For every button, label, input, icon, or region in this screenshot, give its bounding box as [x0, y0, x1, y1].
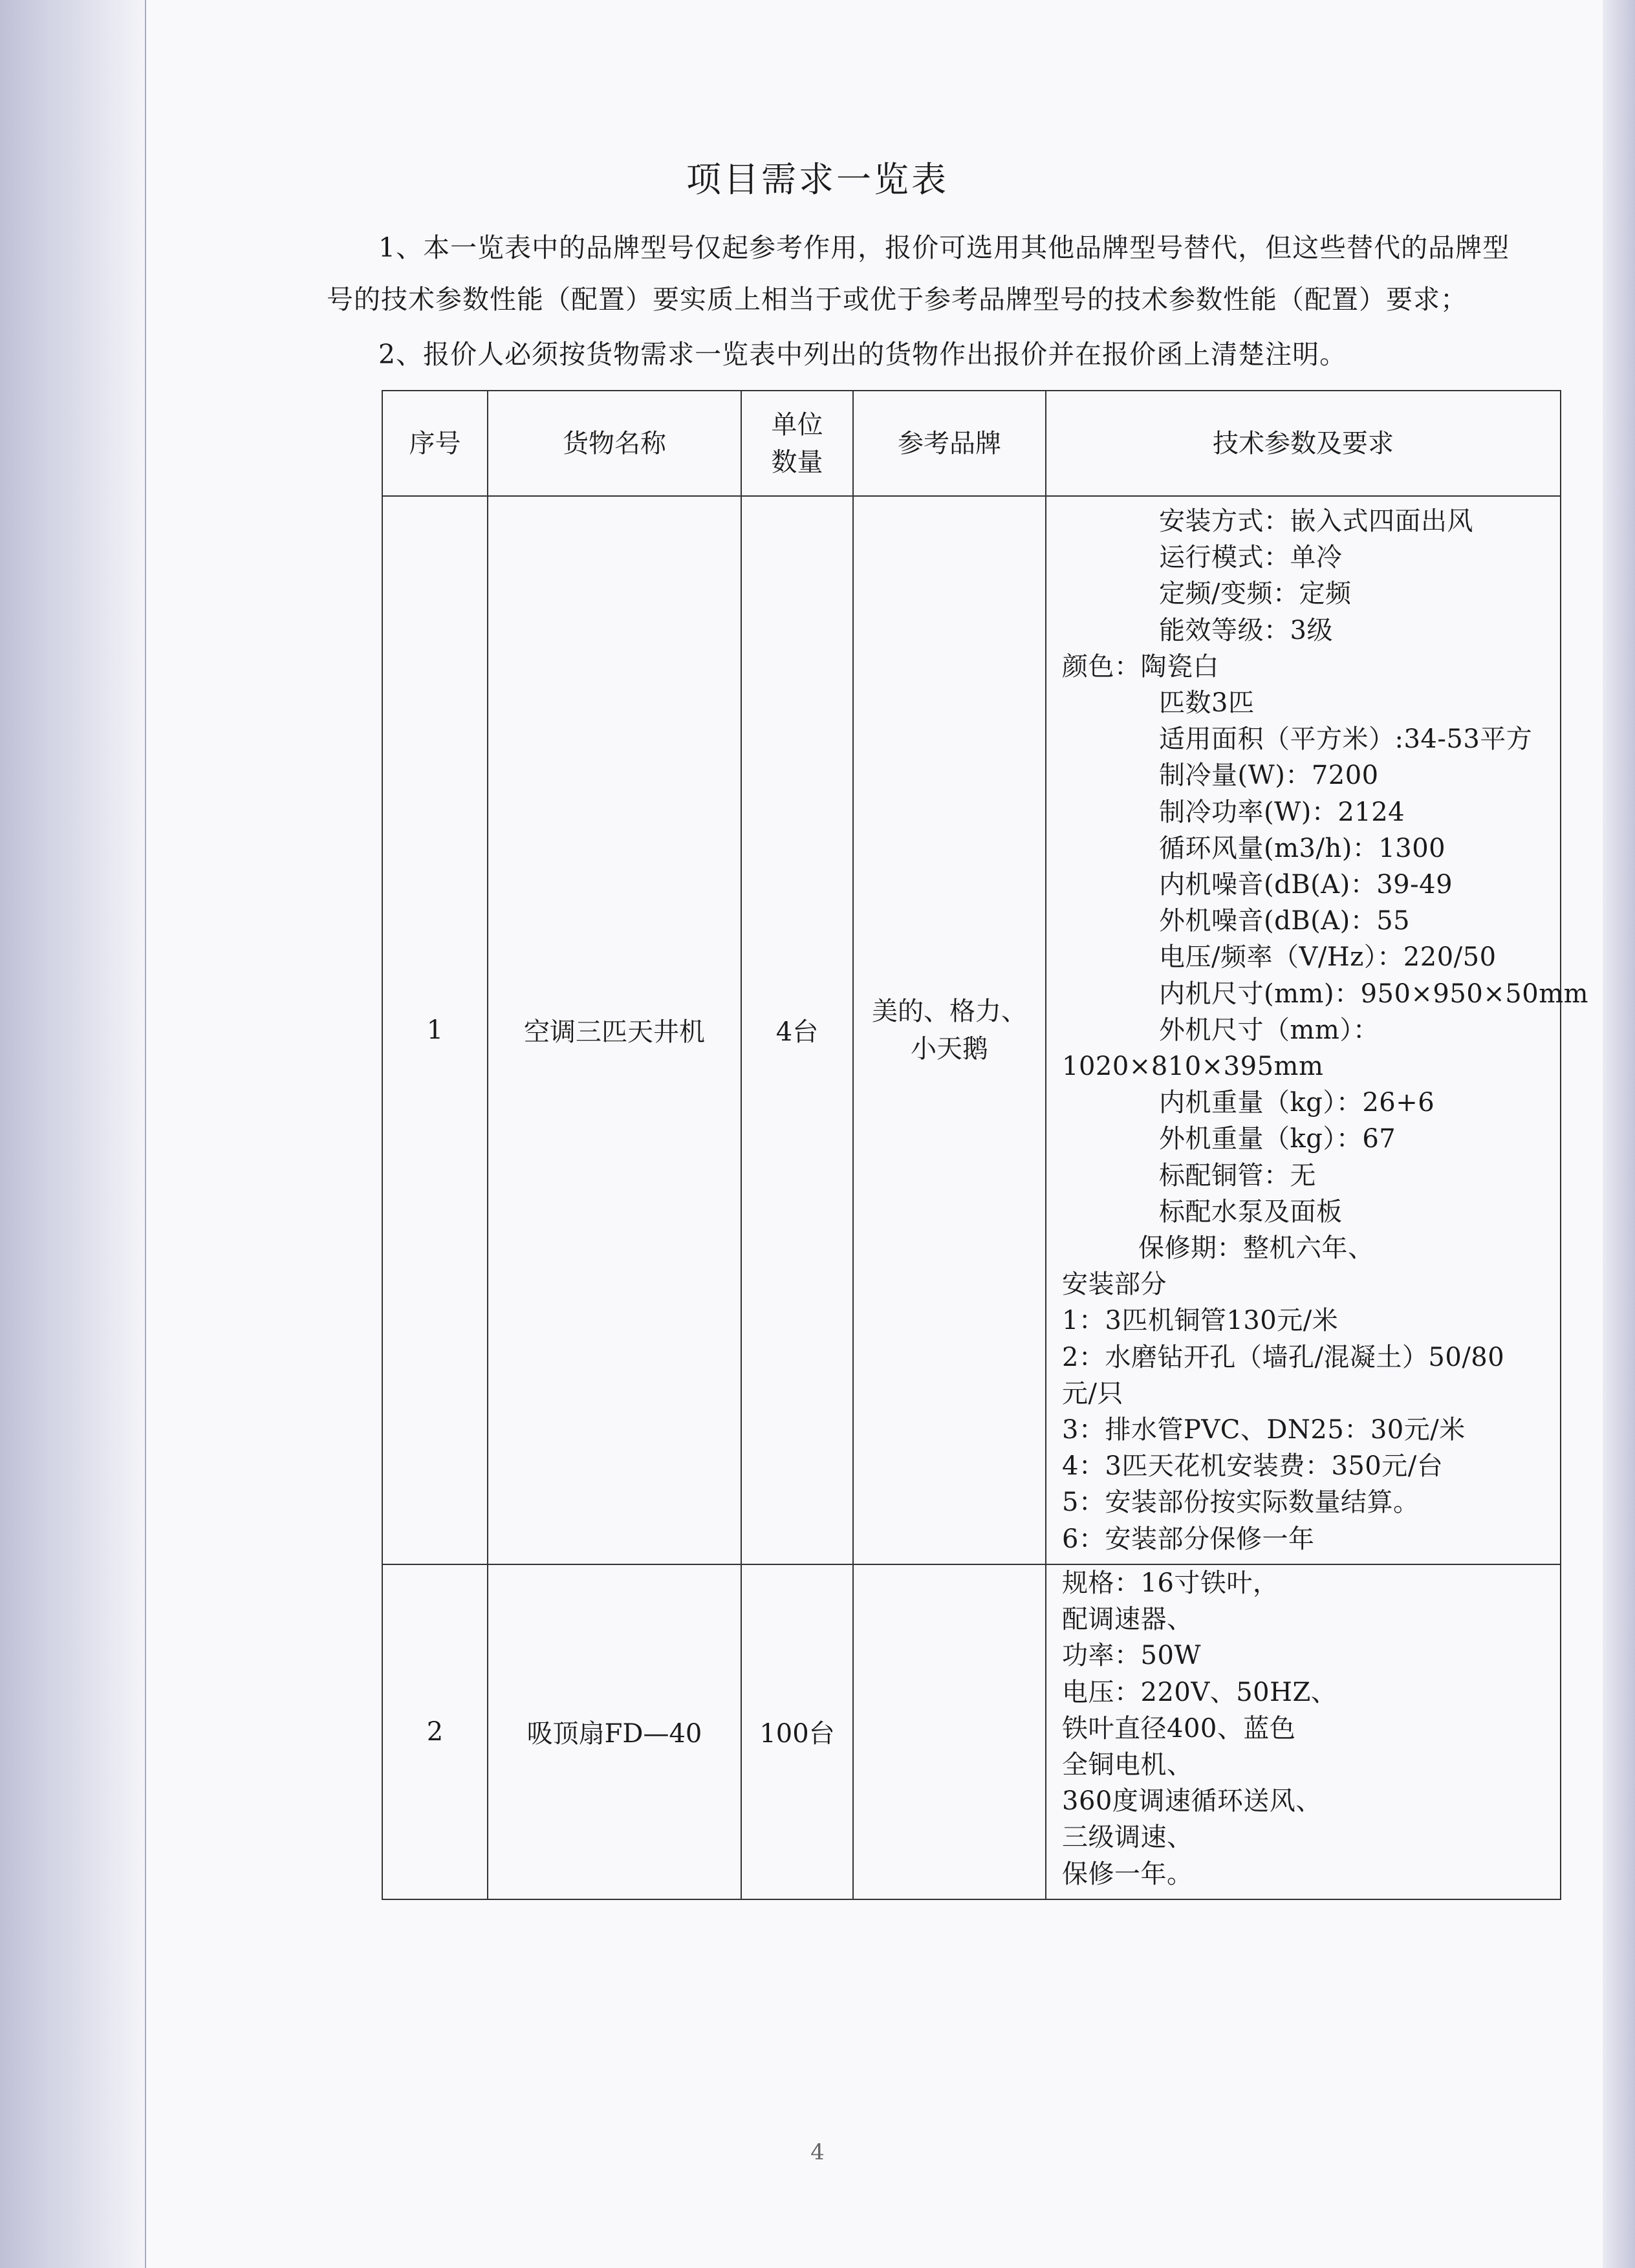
spec-line: 1：3匹机铜管130元/米: [1062, 1306, 1339, 1336]
row-2-brand: [853, 1564, 1046, 1899]
spec-line: 三级调速、: [1062, 1822, 1193, 1853]
spec-line: 1020×810×395mm: [1062, 1052, 1324, 1082]
spec-line: 内机噪音(dB(A)：39-49: [1159, 870, 1453, 900]
spec-line: 保修期：整机六年、: [1138, 1233, 1374, 1264]
header-qty-line-1: 单位: [771, 409, 823, 440]
spec-line: 安装部分: [1062, 1269, 1167, 1300]
spec-line: 360度调速循环送风、: [1062, 1786, 1322, 1817]
header-spec: 技术参数及要求: [1046, 391, 1561, 496]
spec-line: 定频/变频：定频: [1159, 579, 1352, 609]
spec-line: 匹数3匹: [1159, 688, 1255, 718]
row-1-num: 1: [382, 496, 488, 1564]
spec-line: 制冷功率(W)：2124: [1159, 797, 1405, 827]
table-row: [382, 496, 1561, 1564]
requirements-table: [382, 390, 1589, 1900]
spec-line: 功率：50W: [1062, 1641, 1202, 1671]
row-1-brand: [853, 496, 1046, 1564]
table-row: [382, 1564, 1561, 1899]
note-2: 2、报价人必须按货物需求一览表中列出的货物作出报价并在报价函上清楚注明。: [378, 339, 1347, 370]
spec-line: 颜色：陶瓷白: [1062, 651, 1219, 682]
spec-line: 制冷量(W)：7200: [1159, 761, 1379, 791]
spec-line: 5：安装部份按实际数量结算。: [1062, 1487, 1420, 1518]
spec-line: 4：3匹天花机安装费：350元/台: [1062, 1451, 1444, 1482]
spec-line: 3：排水管PVC、DN25：30元/米: [1062, 1415, 1466, 1445]
header-num: 序号: [382, 391, 488, 496]
header-qty-line-2: 数量: [771, 447, 823, 477]
spec-line: 配调速器、: [1062, 1604, 1193, 1635]
scan-shadow-left: [0, 0, 146, 2268]
row-1-brand-line-2: 小天鹅: [911, 1033, 988, 1064]
header-name: 货物名称: [488, 391, 741, 496]
row-2-spec: [1046, 1564, 1561, 1899]
spec-line: 6：安装部分保修一年: [1062, 1524, 1315, 1554]
row-2-num: 2: [382, 1564, 488, 1899]
row-2-qty: 100台: [741, 1564, 853, 1899]
row-1-brand-line-1: 美的、格力、: [872, 996, 1027, 1026]
spec-line: 能效等级：3级: [1159, 615, 1333, 645]
spec-line: 全铜电机、: [1062, 1749, 1193, 1780]
header-qty: [741, 391, 853, 496]
spec-line: 适用面积（平方米）:34-53平方: [1159, 724, 1533, 755]
row-1-spec: [1046, 496, 1589, 1564]
page-number: 4: [810, 2139, 825, 2165]
spec-line: 安装方式：嵌入式四面出风: [1159, 506, 1473, 536]
spec-line: 循环风量(m3/h)：1300: [1159, 833, 1446, 863]
scan-shadow-right: [1603, 0, 1635, 2268]
spec-line: 2：水磨钻开孔（墙孔/混凝土）50/80: [1062, 1342, 1505, 1372]
row-1-name: 空调三匹天井机: [488, 496, 741, 1564]
spec-line: 电压：220V、50HZ、: [1062, 1677, 1337, 1707]
spec-line: 外机重量（kg）：67: [1159, 1124, 1396, 1154]
spec-line: 外机尺寸（mm）：: [1159, 1015, 1380, 1045]
row-1-qty: 4台: [741, 496, 853, 1564]
spec-line: 运行模式：单冷: [1159, 543, 1343, 573]
note-1-line-2: 号的技术参数性能（配置）要实质上相当于或优于参考品牌型号的技术参数性能（配置）要求；: [327, 284, 1467, 315]
row-2-name: 吸顶扇FD—40: [488, 1564, 741, 1899]
page-fold-line: [145, 0, 146, 2268]
note-1-line-1: 1、本一览表中的品牌型号仅起参考作用，报价可选用其他品牌型号替代，但这些替代的品牌型: [378, 232, 1510, 263]
table-header-row: [382, 391, 1561, 496]
spec-line: 元/只: [1062, 1378, 1123, 1409]
spec-line: 铁叶直径400、蓝色: [1062, 1713, 1296, 1744]
spec-line: 保修一年。: [1062, 1859, 1193, 1889]
header-brand: 参考品牌: [853, 391, 1046, 496]
spec-line: 标配水泵及面板: [1159, 1196, 1343, 1227]
spec-line: 内机重量（kg）：26+6: [1159, 1088, 1435, 1118]
spec-line: 标配铜管：无: [1159, 1160, 1316, 1191]
spec-line: 电压/频率（V/Hz）：220/50: [1159, 942, 1497, 973]
spec-line: 外机噪音(dB(A)：55: [1159, 906, 1411, 936]
document-title: 项目需求一览表: [686, 159, 949, 200]
spec-line: 内机尺寸(mm)：950×950×50mm: [1159, 978, 1589, 1009]
spec-line: 规格：16寸铁叶，: [1062, 1568, 1279, 1598]
